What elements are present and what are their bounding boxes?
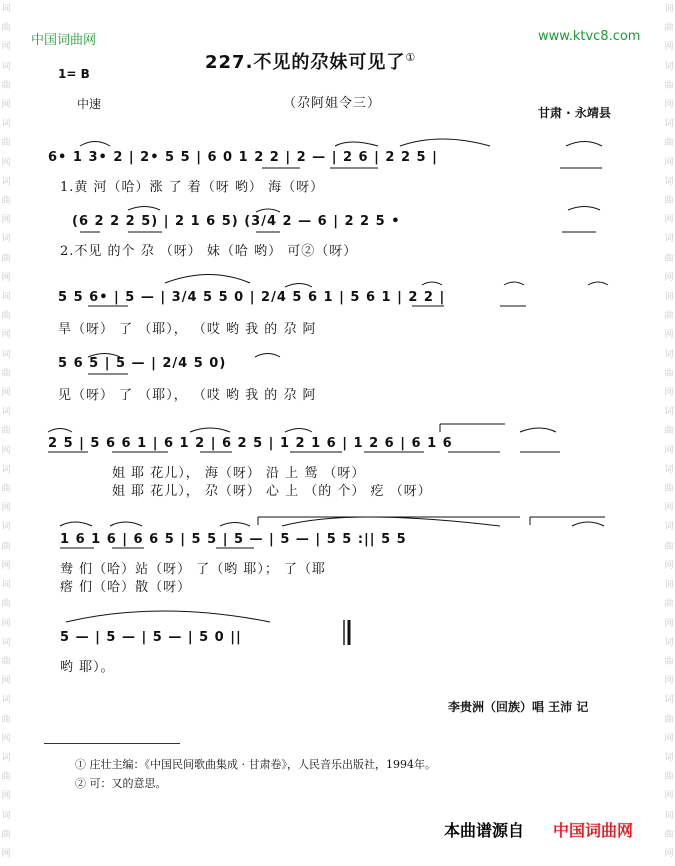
left-watermark: 词曲网词曲网词曲网词曲网词曲网词曲网词曲网词曲网词曲网词曲网词曲网词曲网词曲网词曲网词曲网 — [1, 4, 11, 859]
footnote-divider — [44, 743, 180, 744]
system-1-lyrics: 1.黄 河（哈）涨 了 着（呀 哟） 海（呀） — [60, 180, 325, 195]
system-6-notes: 1 6 1 6 | 6 6 5 | 5 5 | 5 — | 5 — | 5 5 :|| 5 5 — [60, 532, 407, 547]
system-6-lyrics-verse1: 鸯 们（哈）站（呀） 了（哟 耶）； 了（耶 — [60, 562, 327, 577]
source-site-link[interactable]: 中国词曲网 — [553, 821, 634, 840]
system-5-notes: 2 5 | 5 6 6 1 | 6 1 2 | 6 2 5 | 1 2 1 6 | 1 2 6 | 6 1 6 — [48, 436, 453, 451]
key-signature: 1= B — [58, 67, 90, 81]
title-footnote-mark: ① — [405, 51, 417, 64]
source-label: 本曲谱源自 — [444, 821, 525, 840]
right-watermark: 词曲网词曲网词曲网词曲网词曲网词曲网词曲网词曲网词曲网词曲网词曲网词曲网词曲网词曲网词曲网 — [664, 4, 674, 859]
system-6-lyrics-verse2: 瘩 们（哈）散（呀） — [60, 580, 192, 595]
system-4-lyrics: 见（呀） 了 （耶）， （哎 哟 我 的 尕 阿 — [58, 388, 317, 403]
tempo-marking: 中速 — [77, 97, 102, 111]
site-url-link[interactable]: www.ktvc8.com — [538, 29, 641, 44]
system-1-notes: 6• 1 3• 2 | 2• 5 5 | 6 0 1 2 2 | 2 — | 2 6 | 2 2 5 | — [48, 150, 438, 165]
song-subtitle: （尕阿姐令三） — [283, 96, 382, 111]
system-5-lyrics-verse1: 姐 耶 花儿）， 海（呀） 沿 上 鸳 （呀） — [112, 466, 366, 481]
site-name[interactable]: 中国词曲网 — [31, 33, 97, 48]
system-4-notes: 5 6 5 | 5 — | 2/4 5 0) — [58, 356, 227, 371]
system-3-notes: 5 5 6• | 5 — | 3/4 5 5 0 | 2/4 5 6 1 | 5 6 1 | 2 2 | — [58, 290, 446, 305]
system-5-lyrics-verse2: 姐 耶 花儿）， 尕（呀） 心 上 （的 个） 疙 （呀） — [112, 484, 432, 499]
system-7-notes: 5 — | 5 — | 5 — | 5 0 || — [60, 630, 242, 645]
footnote-2: ② 可：又的意思。 — [75, 777, 167, 790]
performer-credit: 李贵洲（回族）唱 王沛 记 — [448, 700, 589, 714]
system-2-lyrics: 2.不见 的个 尕 （呀） 妹（哈 哟） 可②（呀） — [60, 244, 358, 259]
system-2-notes: (6 2 2 2 5) | 2 1 6 5) (3/4 2 — 6 | 2 2 5 • — [72, 214, 401, 229]
system-7-lyrics: 哟 耶）。 — [60, 660, 115, 675]
system-3-lyrics: 旱（呀） 了 （耶）， （哎 哟 我 的 尕 阿 — [58, 322, 317, 337]
song-region: 甘肃 · 永靖县 — [538, 106, 611, 120]
song-title-text: 227.不见的尕妹可见了 — [205, 52, 406, 73]
footnote-1: ① 庄壮主编：《中国民间歌曲集成 · 甘肃卷》，人民音乐出版社，1994年。 — [75, 758, 436, 771]
